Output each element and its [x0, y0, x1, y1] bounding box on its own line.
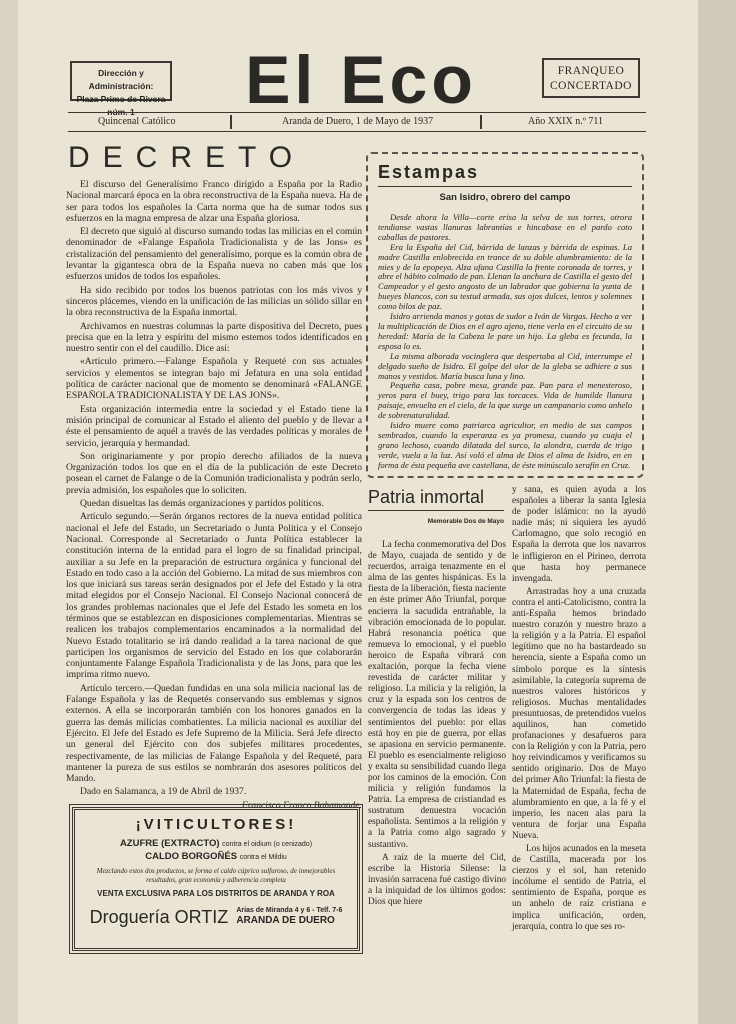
patria-column-right — [512, 485, 646, 935]
decreto-heading: DECRETO — [68, 141, 306, 174]
estampas-text — [378, 213, 632, 471]
patria-heading: Patria inmortal — [368, 486, 504, 511]
administration-box — [70, 61, 172, 117]
decreto-paragraph: El decreto que siguió al discurso sumando todas las milicias en el común denominador de «Falange Española Tradicionalista y de las Jons» es cristalización del pensamiento del generalísimo, porque es la común obra de levantar la gigantesca obra de la España nueva no caben más que los esfuerzos unidos de todos los españoles. — [66, 226, 362, 283]
patria-column-left — [368, 540, 506, 910]
newspaper-page — [18, 0, 698, 1024]
estampas-heading: Estampas — [378, 162, 632, 187]
franqueo-line-2: CONCERTADO — [550, 80, 632, 92]
decreto-signature: Francisco Franco Bahamonde. — [241, 799, 362, 811]
ad-product-1-use: contra el oidium (o cenizado) — [222, 841, 313, 848]
patria-paragraph: y sana, es quien ayuda a los españoles a liberar la santa Iglesia de poder islámico: no la ayudó nadie más; ni siquiera les ayudó Carlomagno, que solo recogió en España la derrota que los navarros le infligieron en el Pirineo, derrota que hasta hoy permanece invengada. — [512, 485, 646, 584]
viticultores-advertisement — [72, 807, 360, 951]
ad-product-1-name: AZUFRE (EXTRACTO) — [119, 838, 220, 849]
patria-paragraph: A raíz de la muerte del Cid, escribe la Historia Silense: la invasión sarracena fué castigo divino a la iniquidad de los últimos godos: Dios que hiere — [368, 852, 506, 907]
decreto-article — [66, 179, 362, 811]
decreto-paragraph: El discurso del Generalísimo Franco dirigido a España por la Radio Nacional marcará época en la obra reconstructiva de la España nueva. Ha de ser para todos los españoles la Carta norma que ha de sumar todos sus esfuerzos en la magna empresa de alzar una España gloriosa. — [66, 179, 362, 224]
franqueo-line-1: FRANQUEO — [557, 65, 625, 77]
ad-product-2 — [85, 851, 347, 864]
patria-paragraph: Arrastradas hoy a una cruzada contra el anti-Catolicismo, contra la anti-España hemos brindado nuestro corazón y nuestro brazo a la religión y a la Patria. El español legítimo que no ha bastardeado su herencia, siente a España como un símbolo porque es la síntesis asimilable, la categoría suprema de nuestros valores históricos y religiosos. Muchas mentalidades presuntuosas, de pretendidos vuelos aquilinos, han cometido profanaciones y desafueros para con la Religión y con la Patria, pero hoy reivindicamos y verificamos su sentido originario. Dos de Mayo del primer Año Triunfal: la fiesta de la Maternidad de España, fecha de alumbramiento en que, a la fé y el imperio, les nacen alas para la ventura de forjar una España Nueva. — [512, 586, 646, 841]
issue-frequency: Quincenal Católico — [98, 116, 176, 127]
divider — [230, 115, 232, 129]
ad-town: ARANDA DE DUERO — [236, 915, 335, 926]
estampas-paragraph: Era la España del Cid, bárrida de lanzas y bárrida de espinas. La madre Castilla enlobrecida en trance de su doble alumbramiento: de la mies y de la epopeya. Alza ufana Castilla la frente coronada de torres, y abre el hábito colmado de pan. Llenan la anchura de Castilla el gesto del Campeador y el gesto angosto de un labrador que gobierna la yunta de bueyes blancos, con su testud armada, sus ojos dulces, lentos y solemnes como bilos de paz. — [378, 241, 632, 312]
decreto-paragraph: Dado en Salamanca, a 19 de Abril de 1937. — [80, 786, 247, 798]
estampas-paragraph: La misma alborada vocinglera que despertaba al Cid, interrumpe el delgado sueño de Isidro. El golpe del olor de la gleba se adhiere a sus manos y vestidos. María busca luna y lino. — [378, 350, 632, 381]
left-page-edge — [0, 0, 19, 1024]
ad-product-1 — [85, 838, 347, 851]
ad-address: Arias de Miranda 4 y 6 - Telf. 7-6 — [236, 907, 343, 914]
estampas-paragraph: Pequeña casa, pobre mesa, grande paz. Pan para el menesteroso, yeros para el buey, trigo para las torcaces. Vida de humilde llanura paisaje, envuelta en el cielo, de la que surge un campanario como anhelo de sobrenaturalidad. — [378, 380, 632, 421]
estampas-subheading: San Isidro, obrero del campo — [439, 192, 571, 203]
estampas-paragraph: Isidro arrienda manos y gotas de sudor a Iván de Vargas. Hecho a ver la multiplicación de Dios en el agro ajeno, tiene verla en el circuito de su heredad: María de la Cabeza le pare un hijo. La gleba es fecunda, la esposa lo es. — [378, 311, 632, 351]
ad-exclusive: VENTA EXCLUSIVA PARA LOS DISTRITOS DE ARANDA Y ROA — [97, 889, 335, 898]
ad-address-block — [236, 906, 342, 927]
ad-description: Mezclando estos dos productos, se forma el caldo cúprico sulfuroso, de inmejorables resultados, gran economía y adherencia completa — [96, 867, 336, 884]
masthead-title: El Eco — [245, 42, 477, 118]
decreto-paragraph: Son originariamente y por propio derecho afiliados de la nueva Organización todos los que en el día de la publicación de este Decreto posean el carnet de Falange o de la Comunión tradicionalista y podrán serlo, previa admisión, los españoles que lo soliciten. — [66, 450, 362, 496]
patria-paragraph: La fecha conmemorativa del Dos de Mayo, cuajada de sentido y de recuerdos, arraiga tenazmente en el alma de las gentes hispánicas. Es la fiesta de la liberación, fiesta naciente en éste primer Año Triunfal, porque encierra la sacudida entrañable, la vibración emocionada de lo popular. Habrá resonancia poética que remueva lo emocional, y el pueblo heroico de España vibrará con exaltación, porque la fecha viene revestida de carácter militar y religioso. La milicia y la religión, la cruz y la espada son los centros de convergencia de todas las ideas y sentimientos del pueblo: por ellas está hoy en pie de guerra, por ellas se apasiona en servicio permanente. El pueblo es esencialmente religioso y exalta su sensibilidad cuando llega por los caminos de la emoción. Con milicia y religión fundamos la Patria. La empresa de cristiandad es sustratum denuestra vocación españolista. Sentimos a la religión y a la Patria como algo sagrado y sustantivo. — [368, 540, 506, 850]
decreto-paragraph: Archivamos en nuestras columnas la parte dispositiva del Decreto, pues precisa que en la letra y espíritu del mismo estemos todos identificados en nuestro sentir con el del caudillo. Dice así: — [66, 320, 362, 355]
ad-product-2-use: contra el Mildiu — [239, 854, 287, 861]
decreto-paragraph: «Artículo primero.—Falange Española y Requeté con sus actuales servicios y elementos se integran bajo mi Jefatura en una sola entidad política de carácter nacional que de momento se denominará «FALANGE ESPAÑOLA TRADICIONALISTA Y DE LAS JONS». — [66, 356, 362, 402]
divider — [480, 115, 482, 129]
decreto-paragraph: Esta organización intermedia entre la sociedad y el Estado tiene la misión principal de comunicar al Estado el aliento del pueblo y de llevar a éste el pensamiento de aquél a través de las verdades políticas y morales de servicio, jerarquía y hermandad. — [66, 403, 362, 449]
estampas-paragraph: Desde ahora la Villa—corte erisa la selva de sus torres, otrora tendianse vastas llanuras labrantías e hincabase en el pardo coto caballas de pastores. — [378, 212, 632, 242]
ad-title: ¡VITICULTORES! — [135, 816, 297, 833]
admin-line-2: Plaza Primo de Rivera núm. 1 — [76, 94, 166, 117]
issue-info-bar — [68, 112, 646, 132]
decreto-paragraph: Quedan disueltas las demás organizaciones y partidos políticos. — [80, 498, 324, 510]
issue-number: Año XXIX n.º 711 — [528, 116, 603, 127]
ad-product-2-name: CALDO BORGOÑÉS — [145, 851, 238, 862]
right-background — [698, 0, 736, 1024]
decreto-paragraph: Artículo segundo.—Serán órganos rectores de la nueva entidad política nacional el Jefe del Estado, un Secretariado o Junta Política y el Consejo Nacional. Corresponde al Secretariado o Junta Política establecer la constitución interna de la entidad para el logro de su finalidad principal, auxiliar a su Jefe en la preparación de estructura orgánica y funcional del Estado en todo caso a la acción del Gobierno. La mitad de sus miembros con los que iniciará sus tareas serán designados por el Jefe del Estado y la otra mitad elegidos por el Consejo Nacional. El Consejo Nacional conocerá de los grandes problemas nacionales que el Jefe del Estado les someta en los términos que se establezcan en disposiciones complementarias. Mientras se realicen los trabajos complementarios encaminados a la normalidad del Nuevo Estado totalitario se irá dando realidad a la tarea nacional de que participen los organismos de servicio del Estado en los que colaborarán conjuntamente Falange Española Tradicionalista y de las Jons, para que les imprima ritmo nuevo. — [66, 511, 362, 681]
decreto-paragraph: Ha sido recibido por todos los buenos patriotas con los más vivos y sinceros plácemes, viendo en la unificación de las milicias un sólido sillar en la obra reconstructiva de la España inmortal. — [66, 284, 362, 319]
issue-date: Aranda de Duero, 1 de Mayo de 1937 — [282, 116, 434, 127]
patria-byline: Memorable Dos de Mayo — [427, 518, 504, 525]
ad-shop-name: Droguería ORTIZ — [89, 906, 229, 927]
estampas-box — [366, 152, 644, 478]
ad-shop-block — [85, 906, 347, 927]
franqueo-box — [542, 58, 640, 98]
patria-paragraph: Los hijos acunados en la meseta de Castilla, macerada por los cierzos y el sol, han retenido incólume el sentido de Patria, el sentimiento de España, porque es un anhelo de raíz cristiana e implica unificación, orden, jerarquía, contra lo que ses ro- — [512, 844, 646, 932]
estampas-paragraph: Isidro muere como patriarca agricultor, en medio de sus campos sembrados, cuando la esperanza es ya promesa, cuando ya cuaja el grano lechoso, cuando dilatada del surco, la alondra, cuerda de trigo verde, vuela a la luz. Así voló el alma de Dios el alma de Isidro, en en forma de ésta pequeña ave castellana, de éste minúsculo serafín en Cruz. — [378, 420, 632, 470]
admin-line-1: Dirección y Administración: — [88, 68, 154, 91]
decreto-paragraph: Artículo tercero.—Quedan fundidas en una sola milicia nacional las de Falange Española y las de Requetés conservando sus emblemas y signos externos. A ella se incorporarán también con los honores ganados en la guerra las demás milicias combatientes. La milicia nacional es auxiliar del Ejército. El Jefe del Estado es Jefe Supremo de la Milicia. Será Jefe directo un general del Ejército con dos subjefes militares procedentes, respectivamente, de las milicias de Falange Española y del Requeté, para mantener la pureza de sus estilos se nombrarán dos asesores políticos del Mando. — [66, 682, 362, 785]
